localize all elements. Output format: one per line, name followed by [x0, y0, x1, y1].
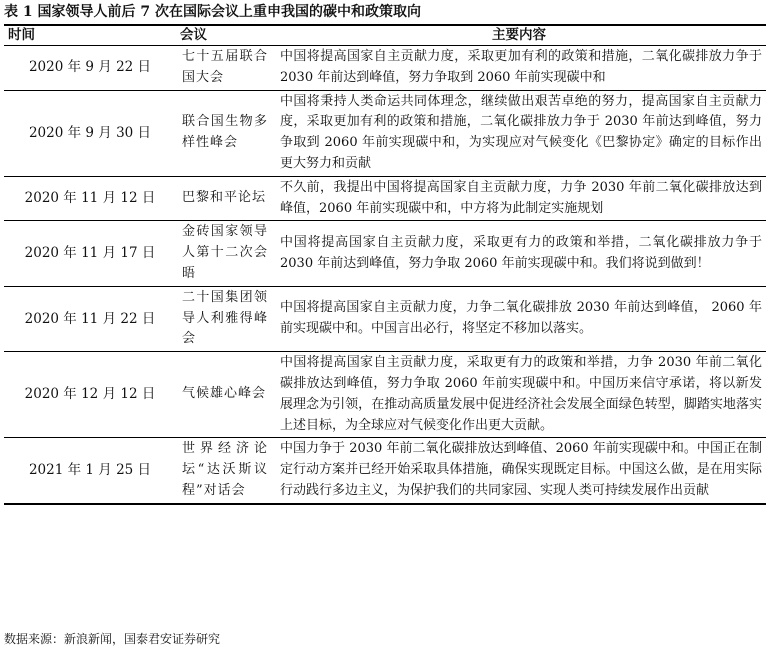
- policy-table: [4, 24, 766, 505]
- row-content: 中国将提高国家自主贡献力度，采取更加有利的政策和措施，二氧化碳排放力争于 2030 年前达到峰值，努力争取到 2060 年前实现碳中和: [272, 46, 766, 91]
- header-meeting: 会议: [176, 25, 272, 46]
- row-meeting: 七十五届联合国大会: [176, 46, 272, 91]
- row-time: 2021 年 1 月 25 日: [4, 438, 176, 504]
- table-row: [4, 90, 766, 176]
- row-meeting: 世界经济论坛“达沃斯议程”对话会: [176, 438, 272, 504]
- row-time: 2020 年 11 月 22 日: [4, 286, 176, 351]
- row-time: 2020 年 9 月 30 日: [4, 90, 176, 176]
- table-row: [4, 46, 766, 91]
- row-content: 中国将提高国家自主贡献力度，采取更有力的政策和举措，力争 2030 年前二氧化碳排放达到峰值，努力争取 2060 年前实现碳中和。中国历来信守承诺，将以新发展理念为引领，在推动高质量发展中促进经济社会发展全面绿色转型，脚踏实地落实上述目标，为全球应对气候变化作出更大贡献。: [272, 352, 766, 438]
- table-row: [4, 286, 766, 351]
- header-time: 时间: [4, 25, 176, 46]
- row-meeting: 联合国生物多样性峰会: [176, 90, 272, 176]
- row-content: 不久前，我提出中国将提高国家自主贡献力度，力争 2030 年前二氧化碳排放达到峰值，2060 年前实现碳中和，中方将为此制定实施规划: [272, 176, 766, 221]
- row-content: 中国将秉持人类命运共同体理念，继续做出艰苦卓绝的努力，提高国家自主贡献力度，采取更加有利的政策和措施，二氧化碳排放力争于 2030 年前达到峰值，努力争取到 2060 年前实现碳中和，为实现应对气候变化《巴黎协定》确定的目标作出更大努力和贡献: [272, 90, 766, 176]
- row-content: 中国力争于 2030 年前二氧化碳排放达到峰值、2060 年前实现碳中和。中国正在制定行动方案并已经开始采取具体措施，确保实现既定目标。中国这么做，是在用实际行动践行多边主义，为保护我们的共同家园、实现人类可持续发展作出贡献: [272, 438, 766, 504]
- row-meeting: 金砖国家领导人第十二次会晤: [176, 221, 272, 286]
- table-header-row: [4, 25, 766, 46]
- table-caption: 表 1 国家领导人前后 7 次在国际会议上重申我国的碳中和政策取向: [4, 4, 421, 20]
- table-row: [4, 438, 766, 504]
- table-row: [4, 176, 766, 221]
- row-meeting: 巴黎和平论坛: [176, 176, 272, 221]
- table-row: [4, 221, 766, 286]
- header-content: 主要内容: [272, 25, 766, 46]
- row-meeting: 二十国集团领导人利雅得峰会: [176, 286, 272, 351]
- row-time: 2020 年 11 月 17 日: [4, 221, 176, 286]
- row-content: 中国将提高国家自主贡献力度，力争二氧化碳排放 2030 年前达到峰值， 2060 年前实现碳中和。中国言出必行，将坚定不移加以落实。: [272, 286, 766, 351]
- data-source-note: 数据来源：新浪新闻，国泰君安证券研究: [4, 632, 221, 646]
- row-time: 2020 年 12 月 12 日: [4, 352, 176, 438]
- row-meeting: 气候雄心峰会: [176, 352, 272, 438]
- table-row: [4, 352, 766, 438]
- row-time: 2020 年 9 月 22 日: [4, 46, 176, 91]
- row-content: 中国将提高国家自主贡献力度，采取更有力的政策和举措，二氧化碳排放力争于 2030 年前达到峰值，努力争取 2060 年前实现碳中和。我们将说到做到！: [272, 221, 766, 286]
- row-time: 2020 年 11 月 12 日: [4, 176, 176, 221]
